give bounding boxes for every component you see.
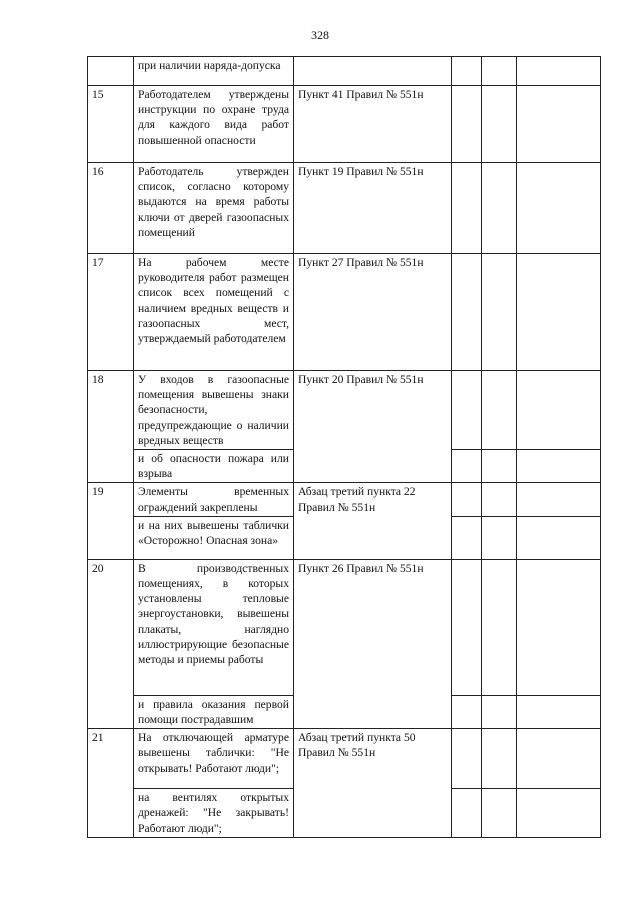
requirement-cell: при наличии наряда-допуска <box>134 57 294 86</box>
requirement-cell: и на них вывешены таблички «Осторожно! Опасная зона» <box>134 516 294 559</box>
answer-yes-cell <box>452 483 482 516</box>
answer-yes-cell <box>452 163 482 254</box>
requirement-cell: В производственных помещениях, в которых установлены тепловые энергоустановки, вывешены плакаты, наглядно иллюстрирующие безопасные методы и приемы работы <box>134 559 294 695</box>
answer-no-cell <box>482 729 517 789</box>
answer-no-cell <box>482 371 517 450</box>
answer-na-cell <box>517 516 601 559</box>
answer-yes-cell <box>452 516 482 559</box>
table-row <box>88 559 601 695</box>
reference-cell: Абзац третий пункта 22 Правил № 551н <box>294 483 452 559</box>
reference-cell: Пункт 27 Правил № 551н <box>294 254 452 371</box>
row-number: 16 <box>88 163 134 254</box>
requirement-cell: Работодатель утвержден список, согласно которому выдаются на время работы ключи от дверей газоопасных помещений <box>134 163 294 254</box>
row-number: 20 <box>88 559 134 728</box>
reference-cell: Пункт 19 Правил № 551н <box>294 163 452 254</box>
answer-no-cell <box>482 57 517 86</box>
answer-na-cell <box>517 371 601 450</box>
reference-cell: Абзац третий пункта 50 Правил № 551н <box>294 729 452 838</box>
answer-na-cell <box>517 559 601 695</box>
table-row <box>88 483 601 516</box>
answer-yes-cell <box>452 57 482 86</box>
requirement-cell: У входов в газоопасные помещения вывешены знаки безопасности, предупреждающие о наличии вредных веществ <box>134 371 294 450</box>
answer-no-cell <box>482 789 517 838</box>
answer-no-cell <box>482 695 517 728</box>
answer-no-cell <box>482 483 517 516</box>
table-row <box>88 729 601 789</box>
answer-yes-cell <box>452 559 482 695</box>
requirement-cell: и об опасности пожара или взрыва <box>134 450 294 483</box>
table-row <box>88 163 601 254</box>
answer-yes-cell <box>452 371 482 450</box>
answer-yes-cell <box>452 450 482 483</box>
answer-yes-cell <box>452 789 482 838</box>
reference-cell <box>294 57 452 86</box>
answer-no-cell <box>482 254 517 371</box>
requirement-cell: Элементы временных ограждений закреплены <box>134 483 294 516</box>
row-number: 21 <box>88 729 134 838</box>
answer-no-cell <box>482 86 517 163</box>
answer-na-cell <box>517 163 601 254</box>
answer-no-cell <box>482 450 517 483</box>
answer-na-cell <box>517 86 601 163</box>
answer-yes-cell <box>452 729 482 789</box>
requirement-cell: и правила оказания первой помощи пострадавшим <box>134 695 294 728</box>
answer-yes-cell <box>452 254 482 371</box>
table-row <box>88 371 601 450</box>
table-row <box>88 86 601 163</box>
answer-na-cell <box>517 450 601 483</box>
table-row <box>88 57 601 86</box>
requirement-cell: Работодателем утверждены инструкции по охране труда для каждого вида работ повышенной опасности <box>134 86 294 163</box>
requirement-cell: на вентилях открытых дренажей: "Не закрывать! Работают люди"; <box>134 789 294 838</box>
row-number: 18 <box>88 371 134 483</box>
reference-cell: Пункт 26 Правил № 551н <box>294 559 452 728</box>
answer-no-cell <box>482 559 517 695</box>
answer-na-cell <box>517 729 601 789</box>
answer-no-cell <box>482 163 517 254</box>
checklist-table <box>87 56 601 838</box>
answer-na-cell <box>517 483 601 516</box>
reference-cell: Пункт 41 Правил № 551н <box>294 86 452 163</box>
row-number: 19 <box>88 483 134 559</box>
answer-na-cell <box>517 695 601 728</box>
requirement-cell: На отключающей арматуре вывешены таблички: "Не открывать! Работают люди"; <box>134 729 294 789</box>
answer-na-cell <box>517 57 601 86</box>
reference-cell: Пункт 20 Правил № 551н <box>294 371 452 483</box>
row-number: 17 <box>88 254 134 371</box>
answer-yes-cell <box>452 695 482 728</box>
answer-na-cell <box>517 254 601 371</box>
page-number: 328 <box>311 28 329 42</box>
row-number: 15 <box>88 86 134 163</box>
table-row <box>88 254 601 371</box>
row-number <box>88 57 134 86</box>
requirement-cell: На рабочем месте руководителя работ размещен список всех помещений с наличием вредных веществ и газоопасных мест, утверждаемый работодателем <box>134 254 294 371</box>
answer-yes-cell <box>452 86 482 163</box>
answer-na-cell <box>517 789 601 838</box>
answer-no-cell <box>482 516 517 559</box>
